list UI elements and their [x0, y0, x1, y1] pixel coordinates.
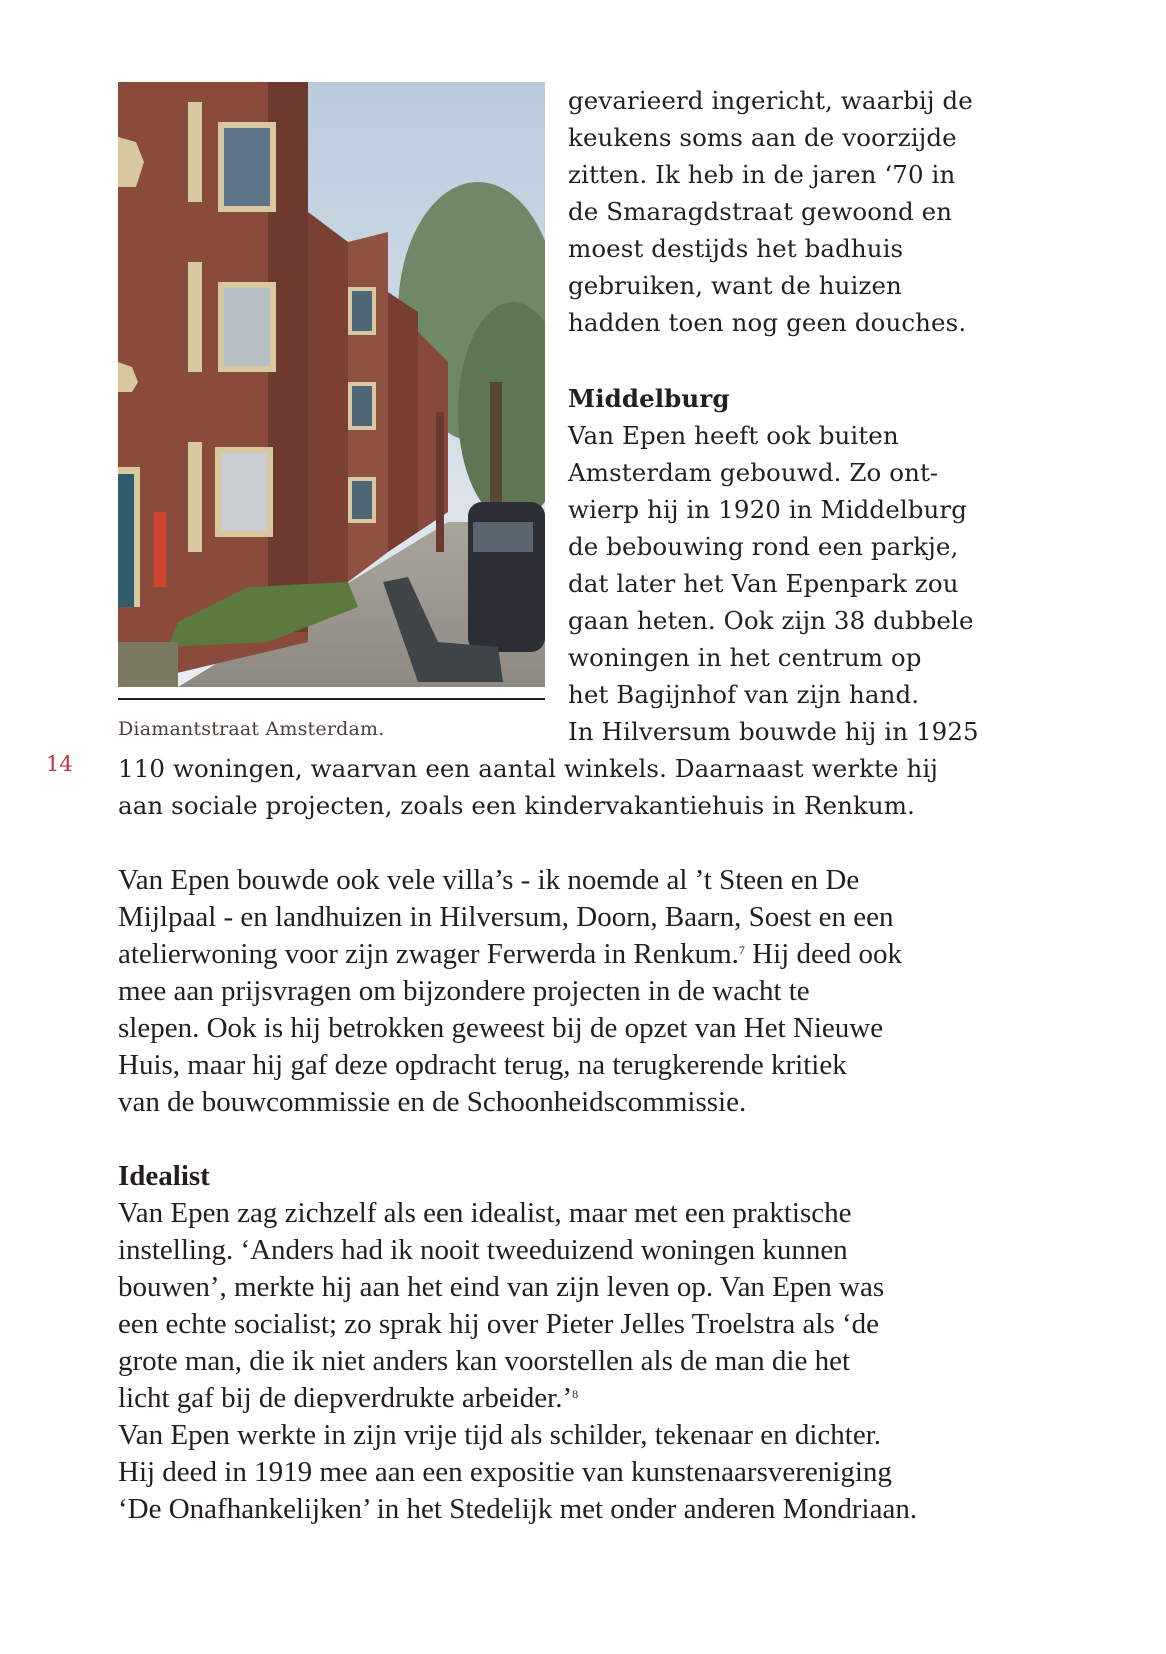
text-fragment: licht gaf bij de diepverdrukte arbeider.’	[118, 1382, 573, 1414]
section-heading-idealist: Idealist	[118, 1160, 210, 1192]
text-line: Van Epen werkte in zijn vrije tijd als schilder, tekenaar en dichter.	[118, 1419, 882, 1451]
text-line: Mijlpaal - en landhuizen in Hilversum, Doorn, Baarn, Soest en een	[118, 901, 894, 933]
text-line: de bebouwing rond een parkje,	[568, 532, 959, 561]
text-line: mee aan prijsvragen om bijzondere projecten in de wacht te	[118, 975, 810, 1007]
footnote-marker-8[interactable]: 8	[572, 1387, 579, 1401]
text-line: Amsterdam gebouwd. Zo ont-	[568, 458, 939, 487]
text-line: het Bagijnhof van zijn hand.	[568, 680, 920, 709]
text-line: van de bouwcommissie en de Schoonheidscommissie.	[118, 1086, 747, 1118]
text-line: woningen in het centrum op	[568, 643, 922, 672]
street-photo-illustration	[118, 82, 545, 687]
figure-photo	[118, 82, 545, 687]
text-line: gevarieerd ingericht, waarbij de	[568, 86, 973, 115]
text-line: ‘De Onafhankelijken’ in het Stedelijk met onder anderen Mondriaan.	[118, 1493, 918, 1525]
text-line: een echte socialist; zo sprak hij over Pieter Jelles Troelstra als ‘de	[118, 1308, 880, 1340]
text-line: zitten. Ik heb in de jaren ‘70 in	[568, 160, 956, 189]
text-line: Hij deed in 1919 mee aan een expositie van kunstenaarsvereniging	[118, 1456, 892, 1488]
text-line: Van Epen zag zichzelf als een idealist, maar met een praktische	[118, 1197, 852, 1229]
text-line: bouwen’, merkte hij aan het eind van zijn leven op. Van Epen was	[118, 1271, 885, 1303]
page-number: 14	[46, 752, 73, 776]
figure-caption: Diamantstraat Amsterdam.	[118, 718, 385, 740]
text-line: grote man, die ik niet anders kan voorstellen als de man die het	[118, 1345, 851, 1377]
text-line: keukens soms aan de voorzijde	[568, 123, 957, 152]
text-fragment: Hij deed ook	[744, 938, 902, 970]
text-line: instelling. ‘Anders had ik nooit tweeduizend woningen kunnen	[118, 1234, 848, 1266]
text-line: 110 woningen, waarvan een aantal winkels. Daarnaast werkte hij	[118, 754, 938, 783]
text-line: slepen. Ook is hij betrokken geweest bij de opzet van Het Nieuwe	[118, 1012, 884, 1044]
text-line: Huis, maar hij gaf deze opdracht terug, na terugkerende kritiek	[118, 1049, 847, 1081]
text-line: dat later het Van Epenpark zou	[568, 569, 959, 598]
text-line-with-footnote	[118, 1380, 578, 1417]
text-line: gebruiken, want de huizen	[568, 271, 902, 300]
text-line-with-footnote	[118, 936, 902, 973]
text-line: gaan heten. Ook zijn 38 dubbele	[568, 606, 974, 635]
text-line: de Smaragdstraat gewoond en	[568, 197, 953, 226]
footnote-marker-7[interactable]: 7	[738, 943, 745, 957]
caption-rule	[118, 698, 545, 700]
text-line: wierp hij in 1920 in Middelburg	[568, 495, 968, 524]
text-line: In Hilversum bouwde hij in 1925	[568, 717, 979, 746]
text-line: aan sociale projecten, zoals een kindervakantiehuis in Renkum.	[118, 791, 916, 820]
text-line: moest destijds het badhuis	[568, 234, 904, 263]
text-line: Van Epen bouwde ook vele villa’s - ik noemde al ’t Steen en De	[118, 864, 860, 896]
text-line: hadden toen nog geen douches.	[568, 308, 967, 337]
section-heading-middelburg: Middelburg	[568, 384, 730, 413]
text-line: Van Epen heeft ook buiten	[568, 421, 899, 450]
text-fragment: atelierwoning voor zijn zwager Ferwerda in Renkum.	[118, 938, 739, 970]
